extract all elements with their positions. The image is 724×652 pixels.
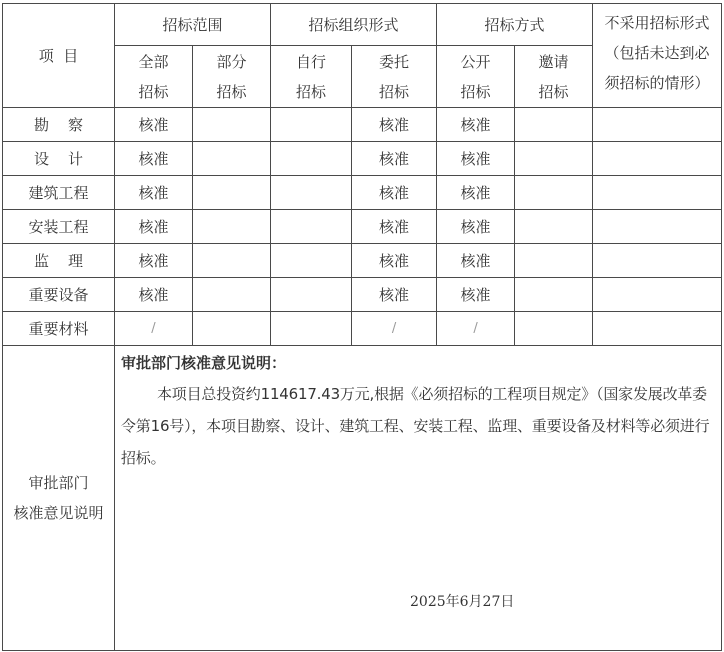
header-scope-full-l2: 招标 xyxy=(138,82,169,101)
cell-open: 核准 xyxy=(437,176,515,210)
cell-partial xyxy=(193,278,271,312)
cell-entrust: 核准 xyxy=(352,244,437,278)
cell-self xyxy=(271,142,352,176)
cell-none xyxy=(593,244,722,278)
header-scope-label: 招标范围 xyxy=(162,15,223,34)
cell-none xyxy=(593,278,722,312)
table-row xyxy=(3,142,722,176)
header-scope-full xyxy=(115,46,193,108)
cell-self xyxy=(271,312,352,346)
cell-invite xyxy=(515,142,593,176)
cell-entrust: 核准 xyxy=(352,176,437,210)
row-item-label: 勘 察 xyxy=(33,115,84,134)
header-org-entrust-l1: 委托 xyxy=(379,52,410,71)
cell-entrust: / xyxy=(352,312,437,346)
cell-entrust: 核准 xyxy=(352,108,437,142)
approval-title: 审批部门核准意见说明： xyxy=(121,354,287,372)
row-item-label: 重要材料 xyxy=(28,319,89,338)
header-no-bid-line1: 不采用招标形式 xyxy=(604,14,710,32)
header-item xyxy=(3,4,115,108)
table-row xyxy=(3,210,722,244)
cell-open: 核准 xyxy=(437,142,515,176)
cell-none xyxy=(593,176,722,210)
header-item-label: 项 目 xyxy=(38,46,79,65)
header-method-invite xyxy=(515,46,593,108)
cell-open: / xyxy=(437,312,515,346)
cell-none xyxy=(593,210,722,244)
cell-self xyxy=(271,244,352,278)
cell-partial xyxy=(193,176,271,210)
row-item-label: 建筑工程 xyxy=(28,183,89,202)
header-scope-partial xyxy=(193,46,271,108)
header-scope-full-l1: 全部 xyxy=(138,52,169,71)
cell-invite xyxy=(515,278,593,312)
cell-invite xyxy=(515,312,593,346)
header-method-invite-l2: 招标 xyxy=(538,82,569,101)
cell-partial xyxy=(193,142,271,176)
approval-side-label-line2: 核准意见说明 xyxy=(13,504,104,522)
header-scope-partial-l2: 招标 xyxy=(216,82,247,101)
approval-body: 本项目总投资约114617.43万元,根据《必须招标的工程项目规定》（国家发展改革委令第16号），本项目勘察、设计、建筑工程、安装工程、监理、重要设备及材料等必须进行招标。 xyxy=(121,385,710,467)
header-method-open-l2: 招标 xyxy=(460,82,491,101)
row-item xyxy=(3,142,115,176)
header-method-open xyxy=(437,46,515,108)
header-method-label: 招标方式 xyxy=(484,15,545,34)
cell-full: 核准 xyxy=(115,244,193,278)
approval-side-label xyxy=(3,346,115,651)
cell-partial xyxy=(193,108,271,142)
row-item xyxy=(3,210,115,244)
cell-invite xyxy=(515,210,593,244)
row-item xyxy=(3,244,115,278)
cell-invite xyxy=(515,176,593,210)
approval-side-label-line1: 审批部门 xyxy=(28,474,89,492)
header-org-self-l2: 招标 xyxy=(296,82,327,101)
cell-full: 核准 xyxy=(115,108,193,142)
row-item-label: 设 计 xyxy=(33,149,84,168)
header-organization-label: 招标组织形式 xyxy=(308,15,399,34)
table-row xyxy=(3,176,722,210)
cell-partial xyxy=(193,312,271,346)
header-no-bid-line2: （包括未达到必 xyxy=(604,44,710,62)
cell-self xyxy=(271,210,352,244)
table-row xyxy=(3,108,722,142)
bidding-approval-table xyxy=(2,3,722,651)
cell-self xyxy=(271,176,352,210)
cell-invite xyxy=(515,244,593,278)
cell-invite xyxy=(515,108,593,142)
cell-self xyxy=(271,278,352,312)
row-item xyxy=(3,278,115,312)
cell-entrust: 核准 xyxy=(352,210,437,244)
cell-full: 核准 xyxy=(115,278,193,312)
row-item-label: 安装工程 xyxy=(28,217,89,236)
cell-open: 核准 xyxy=(437,244,515,278)
row-item-label: 重要设备 xyxy=(28,285,89,304)
cell-open: 核准 xyxy=(437,278,515,312)
row-item xyxy=(3,108,115,142)
cell-none xyxy=(593,108,722,142)
cell-full: / xyxy=(115,312,193,346)
cell-entrust: 核准 xyxy=(352,278,437,312)
header-org-self-l1: 自行 xyxy=(296,52,327,71)
header-org-entrust xyxy=(352,46,437,108)
header-row-1 xyxy=(3,4,722,46)
header-no-bid-line3: 须招标的情形） xyxy=(604,74,710,92)
row-item xyxy=(3,312,115,346)
table-row xyxy=(3,278,722,312)
approval-row xyxy=(3,346,722,651)
header-method-invite-l1: 邀请 xyxy=(538,52,569,71)
cell-full: 核准 xyxy=(115,176,193,210)
cell-self xyxy=(271,108,352,142)
header-no-bid xyxy=(593,4,722,108)
cell-partial xyxy=(193,244,271,278)
header-scope-partial-l1: 部分 xyxy=(216,52,247,71)
cell-full: 核准 xyxy=(115,142,193,176)
header-org-entrust-l2: 招标 xyxy=(379,82,410,101)
header-method-open-l1: 公开 xyxy=(460,52,491,71)
cell-open: 核准 xyxy=(437,210,515,244)
cell-open: 核准 xyxy=(437,108,515,142)
header-method xyxy=(437,4,593,46)
table-row xyxy=(3,244,722,278)
header-org-self xyxy=(271,46,352,108)
cell-entrust: 核准 xyxy=(352,142,437,176)
row-item xyxy=(3,176,115,210)
header-organization xyxy=(271,4,437,46)
approval-date: 2025年6月27日 xyxy=(410,594,515,610)
cell-full: 核准 xyxy=(115,210,193,244)
row-item-label: 监 理 xyxy=(33,251,84,270)
approval-opinion xyxy=(115,346,722,651)
cell-partial xyxy=(193,210,271,244)
header-scope xyxy=(115,4,271,46)
table-row xyxy=(3,312,722,346)
cell-none xyxy=(593,142,722,176)
cell-none xyxy=(593,312,722,346)
